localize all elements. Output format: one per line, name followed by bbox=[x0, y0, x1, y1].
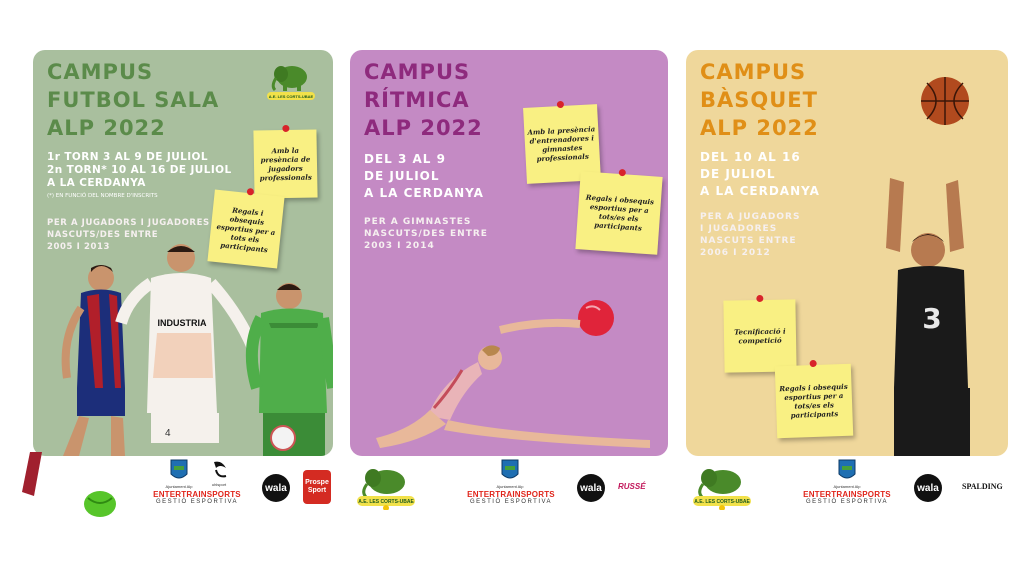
basquet-dates bbox=[700, 149, 820, 200]
entertrainsports-logo bbox=[796, 490, 898, 505]
basquet-title-line: CAMPUS bbox=[700, 60, 807, 84]
futbol-title-line: CAMPUS bbox=[47, 60, 154, 84]
basquet-poster bbox=[686, 50, 1008, 456]
wala-text: wala bbox=[917, 482, 939, 494]
prospe-text: Prospe Sport bbox=[305, 479, 329, 494]
pin-icon bbox=[282, 125, 289, 132]
basketball-image bbox=[919, 75, 971, 127]
entertrainsports-logo bbox=[460, 490, 562, 505]
jersey-number-3: 3 bbox=[922, 302, 942, 335]
spalding-text: SPALDING bbox=[962, 482, 1003, 491]
futbol-target-line: PER A JUGADORS I JUGADORES bbox=[47, 218, 210, 228]
ajuntament-alp-logo bbox=[164, 458, 194, 490]
uhlsport-logo bbox=[204, 458, 234, 488]
futbol-footnote: (*) EN FUNCIÓ DEL NOMBRE D'INSCRITS bbox=[47, 193, 158, 199]
ets-line1: ENTERTRAINSPORTS bbox=[467, 490, 555, 499]
entertrainsports-logo bbox=[146, 490, 248, 505]
basquet-date-line: A LA CERDANYA bbox=[700, 184, 820, 198]
ritmica-date-line: A LA CERDANYA bbox=[364, 186, 484, 200]
futbol-target-line: 2005 I 2013 bbox=[47, 242, 110, 252]
ets-line2: GESTIÓ ESPORTIVA bbox=[155, 499, 239, 505]
wala-logo bbox=[914, 474, 942, 502]
basquet-date-line: DE JULIOL bbox=[700, 167, 776, 181]
ritmica-poster bbox=[350, 50, 668, 456]
futbol-title-line: ALP 2022 bbox=[47, 116, 166, 140]
futsal-players-illustration bbox=[33, 238, 333, 456]
futbol-note-1-text: Amb la presència de jugadors professionals bbox=[259, 145, 312, 183]
ritmica-note-2 bbox=[575, 171, 662, 255]
futbol-date-line: A LA CERDANYA bbox=[47, 177, 146, 189]
spalding-logo bbox=[962, 482, 1003, 491]
russe-text: RUSSÉ bbox=[618, 482, 646, 491]
pin-icon bbox=[557, 101, 564, 108]
ritmica-date-line: DE JULIOL bbox=[364, 169, 440, 183]
green-ball-image bbox=[82, 488, 118, 518]
ritmica-target-line: 2003 I 2014 bbox=[364, 241, 435, 251]
futbol-date-line: 1r TORN 3 AL 9 DE JULIOL bbox=[47, 151, 208, 163]
ritmica-dates bbox=[364, 151, 484, 202]
futbol-sala-poster bbox=[33, 50, 333, 456]
wala-text: wala bbox=[580, 482, 602, 494]
basquet-title-line: BÀSQUET bbox=[700, 88, 818, 112]
jersey-number-4: 4 bbox=[165, 428, 171, 439]
prospe-sport-logo bbox=[303, 470, 331, 504]
basquet-note-2 bbox=[775, 364, 853, 439]
ritmica-note-2-text: Regals i obsequis esportius per a tots/es els participants bbox=[585, 192, 655, 233]
basquet-target-line: I JUGADORES bbox=[700, 224, 778, 234]
ets-line2: GESTIÓ ESPORTIVA bbox=[805, 499, 889, 505]
futbol-title bbox=[47, 58, 219, 142]
ritmica-note-1-text: Amb la presència d'entrenadores i gimnastes professionals bbox=[527, 124, 596, 164]
ajuntament-alp-logo bbox=[832, 458, 862, 490]
ritmica-title-line: RÍTMICA bbox=[364, 88, 470, 112]
ritmica-title-line: CAMPUS bbox=[364, 60, 471, 84]
ets-line1: ENTERTRAINSPORTS bbox=[803, 490, 891, 499]
club-elephant-logo bbox=[355, 462, 417, 510]
ritmica-target-line: PER A GIMNASTES bbox=[364, 217, 472, 227]
ritmica-target-line: NASCUTS/DES ENTRE bbox=[364, 229, 488, 239]
futbol-date-line: 2n TORN* 10 AL 16 DE JULIOL bbox=[47, 164, 232, 176]
basquet-note-1 bbox=[723, 299, 796, 372]
wala-text: wala bbox=[265, 482, 287, 494]
futbol-dates bbox=[47, 151, 232, 200]
ajuntament-alp-logo bbox=[495, 458, 525, 490]
ritmica-title-line: ALP 2022 bbox=[364, 116, 483, 140]
basquet-target-line: NASCUTS ENTRE bbox=[700, 236, 797, 246]
club-logo-text: A.E. LES CORTS-UBAE bbox=[358, 499, 414, 505]
pin-icon bbox=[247, 188, 255, 196]
futbol-target-line: NASCUTS/DES ENTRE bbox=[47, 230, 159, 240]
ets-line2: GESTIÓ ESPORTIVA bbox=[469, 499, 553, 505]
futbol-title-line: FUTBOL SALA bbox=[47, 88, 220, 112]
russe-logo bbox=[618, 482, 646, 491]
pin-icon bbox=[810, 360, 817, 367]
pin-icon bbox=[756, 295, 763, 302]
basquet-target bbox=[700, 211, 800, 259]
wala-logo bbox=[262, 474, 290, 502]
futbol-note-1 bbox=[253, 129, 317, 198]
ajuntament-text: Ajuntament Alp bbox=[165, 484, 193, 489]
uhlsport-text: uhlsport bbox=[211, 482, 227, 487]
ritmica-title bbox=[364, 58, 483, 142]
ets-line1: ENTERTRAINSPORTS bbox=[153, 490, 241, 499]
gymnast-illustration bbox=[350, 290, 668, 456]
jersey-industria-text: INDUSTRIA bbox=[157, 318, 207, 328]
basquet-note-1-text: Tecnificació i competició bbox=[734, 326, 786, 346]
club-elephant-logo bbox=[691, 462, 753, 510]
player-legs-image bbox=[20, 452, 60, 502]
club-logo-text: A.E. LES CORTS-UBAE bbox=[268, 94, 314, 99]
ritmica-date-line: DEL 3 AL 9 bbox=[364, 152, 446, 166]
basketball-player-illustration bbox=[846, 178, 996, 456]
basquet-note-2-text: Regals i obsequis esportius per a tots/es els participants bbox=[779, 381, 848, 420]
basquet-title bbox=[700, 58, 819, 142]
futbol-note-2-text: Regals i obsequis esportius per a tots els participants bbox=[216, 204, 276, 254]
ritmica-target bbox=[364, 216, 488, 252]
basquet-date-line: DEL 10 AL 16 bbox=[700, 150, 801, 164]
ajuntament-text: Ajuntament Alp bbox=[496, 484, 524, 489]
wala-logo bbox=[577, 474, 605, 502]
club-logo-text: A.E. LES CORTS-UBAE bbox=[694, 499, 750, 505]
club-elephant-logo bbox=[265, 60, 317, 102]
basquet-title-line: ALP 2022 bbox=[700, 116, 819, 140]
basquet-target-line: PER A JUGADORS bbox=[700, 212, 801, 222]
ajuntament-text: Ajuntament Alp bbox=[833, 484, 861, 489]
basquet-target-line: 2006 I 2012 bbox=[700, 248, 771, 258]
pin-icon bbox=[619, 169, 626, 176]
